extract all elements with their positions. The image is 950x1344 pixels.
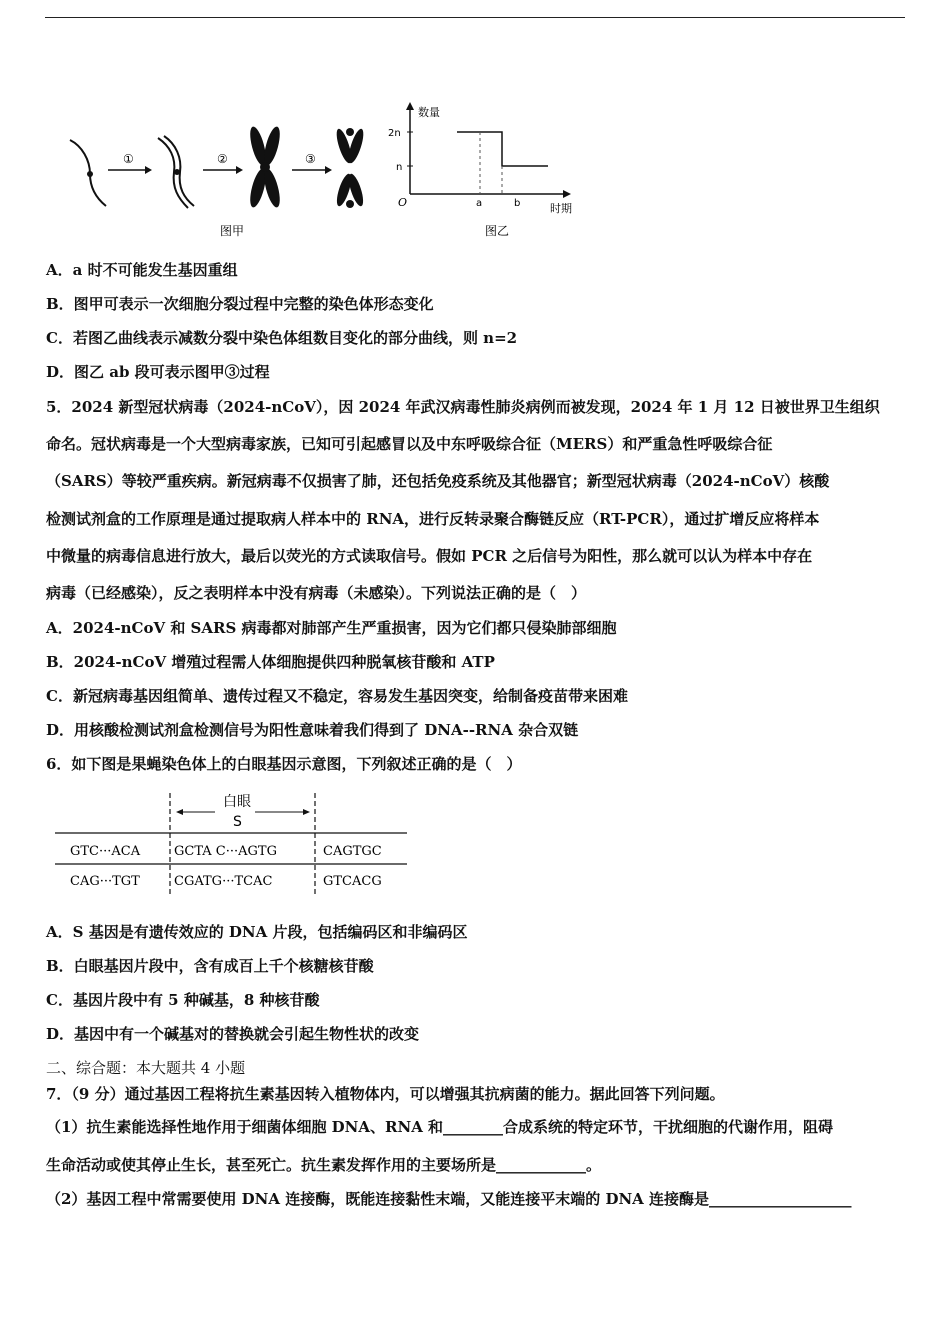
q4-option-c: C．若图乙曲线表示减数分裂中染色体组数目变化的部分曲线，则 n=2 <box>46 329 518 347</box>
span-arrow-right-head <box>303 809 310 815</box>
q4-option-b: B．图甲可表示一次细胞分裂过程中完整的染色体形态变化 <box>46 295 434 313</box>
yi-origin-label: O <box>398 196 408 209</box>
chromosome-stage-4 <box>334 127 367 208</box>
centromere-2 <box>174 169 180 175</box>
row1-mid: GCTA C···AGTG <box>174 844 277 859</box>
q5-stem-line-4: 检测试剂盒的工作原理是通过提取病人样本中的 RNA，进行反转录聚合酶链反应（RT-PCR），通过扩增反应将样本 <box>46 510 820 528</box>
yi-b-label: b <box>514 198 521 209</box>
yi-xlabel: 时期 <box>550 202 572 215</box>
gene-s-label: S <box>233 814 242 830</box>
white-eye-label: 白眼 <box>223 794 251 810</box>
arrow-head-1 <box>145 166 152 174</box>
yi-2n-label: 2n <box>388 128 401 139</box>
yi-y-arrow <box>406 102 414 110</box>
section-2-heading: 二、综合题：本大题共 4 小题 <box>46 1059 246 1077</box>
q5-stem-line-1: 5．2024 新型冠状病毒（2024-nCoV），因 2024 年武汉病毒性肺炎病例而被发现，2024 年 1 月 12 日被世界卫生组织 <box>46 398 880 416</box>
row1-left: GTC···ACA <box>70 844 141 859</box>
q7-part2: （2）基因工程中常需要使用 DNA 连接酶，既能连接黏性末端，又能连接平末端的 DNA 连接酶是___________________ <box>46 1190 852 1208</box>
q7-part1-line-1: （1）抗生素能选择性地作用于细菌体细胞 DNA、RNA 和________合成系统的特定环节，干扰细胞的代谢作用，阻碍 <box>46 1118 834 1136</box>
q6-option-b: B．白眼基因片段中，含有成百上千个核糖核苷酸 <box>46 957 374 975</box>
figure-jia-yi <box>60 98 590 243</box>
white-eye-gene-figure <box>55 788 410 900</box>
step-3-label: ③ <box>305 152 316 166</box>
row2-right: GTCACG <box>323 874 382 889</box>
q4-option-a: A．a 时不可能发生基因重组 <box>46 261 238 279</box>
q5-option-b: B．2024-nCoV 增殖过程需人体细胞提供四种脱氧核苷酸和 ATP <box>46 653 495 671</box>
q5-option-a: A．2024-nCoV 和 SARS 病毒都对肺部产生严重损害，因为它们都只侵染肺部细胞 <box>46 619 617 637</box>
row2-mid: CGATG···TCAC <box>174 874 273 889</box>
yi-n-label: n <box>396 162 403 173</box>
q6-option-c: C．基因片段中有 5 种碱基，8 种核苷酸 <box>46 991 320 1009</box>
q7-part1-line-2: 生命活动或使其停止生长，甚至死亡。抗生素发挥作用的主要场所是____________。 <box>46 1156 602 1174</box>
yi-step-curve <box>457 132 548 166</box>
q6-option-d: D．基因中有一个碱基对的替换就会引起生物性状的改变 <box>46 1025 420 1043</box>
figure-jia-caption: 图甲 <box>220 224 245 238</box>
figure-yi-caption: 图乙 <box>485 224 510 238</box>
yi-ylabel: 数量 <box>418 106 440 119</box>
q5-option-c: C．新冠病毒基因组简单、遗传过程又不稳定，容易发生基因突变，给制备疫苗带来困难 <box>46 687 628 705</box>
q4-option-d: D．图乙 ab 段可表示图甲③过程 <box>46 363 270 381</box>
header-rule <box>45 17 905 18</box>
span-arrow-left-head <box>176 809 183 815</box>
step-2-label: ② <box>217 152 228 166</box>
arrow-head-2 <box>236 166 243 174</box>
q5-stem-line-2: 命名。冠状病毒是一个大型病毒家族，已知可引起感冒以及中东呼吸综合征（MERS）和严重急性呼吸综合征 <box>46 435 773 453</box>
yi-a-label: a <box>476 198 483 209</box>
q5-stem-line-5: 中微量的病毒信息进行放大，最后以荧光的方式读取信号。假如 PCR 之后信号为阳性，那么就可以认为样本中存在 <box>46 547 813 565</box>
q5-stem-line-6: 病毒（已经感染），反之表明样本中没有病毒（未感染）。下列说法正确的是（ ） <box>46 584 587 602</box>
chromosome-stage-3 <box>247 125 283 209</box>
centromere-1 <box>87 171 93 177</box>
q6-stem: 6．如下图是果蝇染色体上的白眼基因示意图，下列叙述正确的是（ ） <box>46 755 522 773</box>
q6-option-a: A．S 基因是有遗传效应的 DNA 片段，包括编码区和非编码区 <box>46 923 468 941</box>
arrow-head-3 <box>325 166 332 174</box>
yi-x-arrow <box>563 190 571 198</box>
row1-right: CAGTGC <box>323 844 382 859</box>
step-1-label: ① <box>123 152 134 166</box>
q5-stem-line-3: （SARS）等较严重疾病。新冠病毒不仅损害了肺，还包括免疫系统及其他器官；新型冠状病毒（2024-nCoV）核酸 <box>46 472 830 490</box>
q7-stem: 7．（9 分）通过基因工程将抗生素基因转入植物体内，可以增强其抗病菌的能力。据此回答下列问题。 <box>46 1085 725 1103</box>
q5-option-d: D．用核酸检测试剂盒检测信号为阳性意味着我们得到了 DNA--RNA 杂合双链 <box>46 721 579 739</box>
row2-left: CAG···TGT <box>70 874 140 889</box>
